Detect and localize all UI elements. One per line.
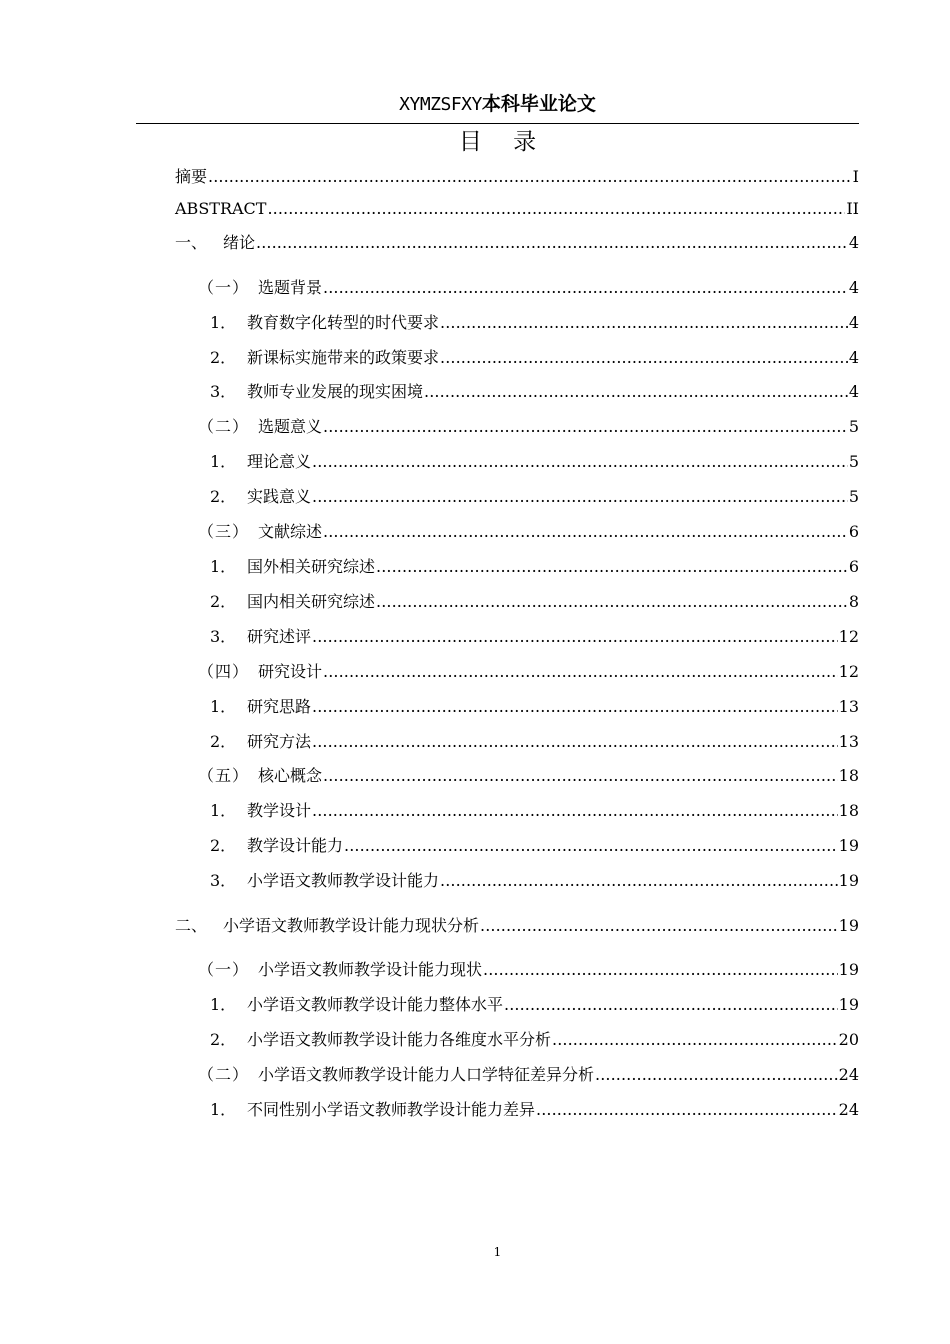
toc-entry-label: 研究思路: [247, 697, 312, 716]
toc-entry-label: 教师专业发展的现实困境: [247, 382, 424, 401]
toc-entry-label: 研究设计: [258, 662, 323, 681]
toc-entry-label: 研究述评: [247, 627, 312, 646]
toc-entry-label: 教育数字化转型的时代要求: [247, 313, 440, 332]
toc-leader-dots: [312, 799, 838, 823]
toc-leader-dots: [536, 1098, 838, 1122]
toc-entry-page: 18: [838, 766, 859, 785]
header-thesis-type: 本科毕业论文: [481, 93, 596, 115]
toc-entry[interactable]: [198, 764, 859, 788]
toc-leader-dots: [323, 764, 838, 788]
toc-entry-number: （五）: [198, 766, 250, 785]
toc-entry-number: （一）: [198, 960, 250, 979]
toc-entry-page: 19: [838, 960, 859, 979]
toc-entry-page: 6: [848, 557, 859, 576]
toc-entry-number: 一、: [175, 233, 208, 252]
toc-entry[interactable]: [198, 520, 859, 544]
toc-entry-number: （二）: [198, 417, 250, 436]
header-school-code: XYMZSFXY: [399, 94, 482, 115]
toc-entry-page: 19: [838, 836, 859, 855]
toc-leader-dots: [267, 197, 845, 221]
toc-entry[interactable]: [210, 1028, 859, 1052]
toc-entry-number: 3．: [210, 382, 237, 401]
toc-entry-number: 2．: [210, 487, 237, 506]
toc-title: 目 录: [458, 129, 549, 155]
toc-entry-page: 13: [838, 697, 859, 716]
toc-entry[interactable]: [175, 165, 859, 189]
toc-entry-label: 小学语文教师教学设计能力人口学特征差异分析: [258, 1065, 595, 1084]
toc-entry-label: 实践意义: [247, 487, 312, 506]
toc-entry[interactable]: [198, 415, 859, 439]
toc-leader-dots: [256, 231, 848, 255]
toc-entry-number: 1．: [210, 1100, 237, 1119]
toc-entry[interactable]: [175, 197, 859, 221]
toc-leader-dots: [376, 590, 848, 614]
toc-entry-page: 24: [838, 1065, 859, 1084]
toc-entry-label: 研究方法: [247, 732, 312, 751]
toc-entry-page: 4: [848, 382, 859, 401]
toc-entry[interactable]: [210, 311, 859, 335]
toc-entry-label: 小学语文教师教学设计能力整体水平: [247, 995, 504, 1014]
toc-leader-dots: [440, 311, 848, 335]
toc-entry-number: （二）: [198, 1065, 250, 1084]
toc-entry-page: II: [846, 199, 859, 218]
toc-leader-dots: [312, 625, 838, 649]
toc-entry-page: 12: [838, 627, 859, 646]
toc-entry-page: 5: [848, 487, 859, 506]
toc-entry[interactable]: [210, 799, 859, 823]
toc-entry-page: 8: [848, 592, 859, 611]
toc-entry-page: 12: [838, 662, 859, 681]
toc-entry[interactable]: [210, 869, 859, 893]
toc-entry-page: 24: [838, 1100, 859, 1119]
toc-leader-dots: [323, 520, 848, 544]
toc-entry[interactable]: [210, 695, 859, 719]
toc-leader-dots: [323, 660, 838, 684]
toc-entry[interactable]: [210, 450, 859, 474]
toc-entry-label: 国内相关研究综述: [247, 592, 376, 611]
toc-entry-number: 2．: [210, 592, 237, 611]
toc-entry[interactable]: [210, 834, 859, 858]
toc-entry-number: 3．: [210, 871, 237, 890]
toc-leader-dots: [552, 1028, 838, 1052]
toc-entry-label: 选题背景: [258, 278, 323, 297]
toc-entry-label: 小学语文教师教学设计能力: [247, 871, 440, 890]
toc-entry-number: （四）: [198, 662, 250, 681]
toc-leader-dots: [440, 346, 848, 370]
toc-entry-page: 4: [848, 313, 859, 332]
toc-entry-page: 13: [838, 732, 859, 751]
toc-leader-dots: [480, 914, 838, 938]
toc-entry[interactable]: [210, 485, 859, 509]
toc-leader-dots: [504, 993, 838, 1017]
toc-entry-page: 20: [838, 1030, 859, 1049]
toc-entry-label: 小学语文教师教学设计能力现状: [258, 960, 483, 979]
toc-entry[interactable]: [198, 276, 859, 300]
toc-entry[interactable]: [175, 231, 859, 255]
toc-leader-dots: [208, 165, 852, 189]
toc-entry-label: 小学语文教师教学设计能力现状分析: [223, 916, 480, 935]
toc-entry[interactable]: [198, 660, 859, 684]
toc-leader-dots: [323, 276, 848, 300]
toc-entry-number: 2．: [210, 732, 237, 751]
toc-entry[interactable]: [210, 625, 859, 649]
toc-entry[interactable]: [210, 590, 859, 614]
toc-entry-page: 19: [838, 995, 859, 1014]
toc-entry-number: 1．: [210, 557, 237, 576]
toc-entry-page: 18: [838, 801, 859, 820]
toc-entry-label: 教学设计: [247, 801, 312, 820]
footer-page-number: 1: [493, 1245, 502, 1259]
toc-entry-page: 4: [848, 278, 859, 297]
toc-entry-number: 2．: [210, 1030, 237, 1049]
toc-entry-page: 5: [848, 417, 859, 436]
toc-leader-dots: [344, 834, 838, 858]
toc-leader-dots: [483, 958, 838, 982]
toc-entry[interactable]: [198, 1063, 859, 1087]
toc-entry-number: 1．: [210, 995, 237, 1014]
toc-leader-dots: [323, 415, 848, 439]
toc-entry-page: 4: [848, 233, 859, 252]
toc-entry[interactable]: [210, 993, 859, 1017]
toc-entry[interactable]: [210, 346, 859, 370]
toc-entry[interactable]: [210, 730, 859, 754]
toc-entry-number: 二、: [175, 916, 208, 935]
toc-entry-label: 选题意义: [258, 417, 323, 436]
toc-entry-label: 摘要: [175, 167, 208, 186]
toc-entry[interactable]: [198, 958, 859, 982]
toc-entry-number: 1．: [210, 801, 237, 820]
toc-entry-label: 文献综述: [258, 522, 323, 541]
toc-entry-label: 小学语文教师教学设计能力各维度水平分析: [247, 1030, 552, 1049]
toc-entry-page: I: [852, 167, 859, 186]
toc-entry-label: 绪论: [223, 233, 256, 252]
toc-entry-label: 国外相关研究综述: [247, 557, 376, 576]
toc-entry-number: 2．: [210, 836, 237, 855]
toc-entry-number: 2．: [210, 348, 237, 367]
toc-entry-label: 核心概念: [258, 766, 323, 785]
toc-entry-label: 教学设计能力: [247, 836, 344, 855]
toc-entry-label: ABSTRACT: [175, 199, 267, 218]
toc-entry-label: 不同性别小学语文教师教学设计能力差异: [247, 1100, 536, 1119]
running-header: [136, 90, 859, 119]
toc-entry-number: （三）: [198, 522, 250, 541]
header-rule: [136, 123, 859, 124]
toc-entry-page: 6: [848, 522, 859, 541]
toc-leader-dots: [595, 1063, 838, 1087]
toc-leader-dots: [424, 380, 848, 404]
toc-leader-dots: [312, 485, 848, 509]
toc-entry-page: 19: [838, 871, 859, 890]
toc-entry-number: 3．: [210, 627, 237, 646]
toc-leader-dots: [312, 450, 848, 474]
toc-entry[interactable]: [210, 1098, 859, 1122]
toc-entry-label: 理论意义: [247, 452, 312, 471]
toc-entry-number: （一）: [198, 278, 250, 297]
toc-entry-page: 19: [838, 916, 859, 935]
toc-leader-dots: [376, 555, 848, 579]
toc-entry[interactable]: [210, 555, 859, 579]
toc-leader-dots: [440, 869, 838, 893]
toc-entry-page: 4: [848, 348, 859, 367]
toc-entry-number: 1．: [210, 452, 237, 471]
toc-entry-number: 1．: [210, 313, 237, 332]
toc-entry-label: 新课标实施带来的政策要求: [247, 348, 440, 367]
toc-entry[interactable]: [210, 380, 859, 404]
toc-entry-number: 1．: [210, 697, 237, 716]
toc-entry-page: 5: [848, 452, 859, 471]
toc-leader-dots: [312, 730, 838, 754]
toc-entry[interactable]: [175, 914, 859, 938]
toc-leader-dots: [312, 695, 838, 719]
